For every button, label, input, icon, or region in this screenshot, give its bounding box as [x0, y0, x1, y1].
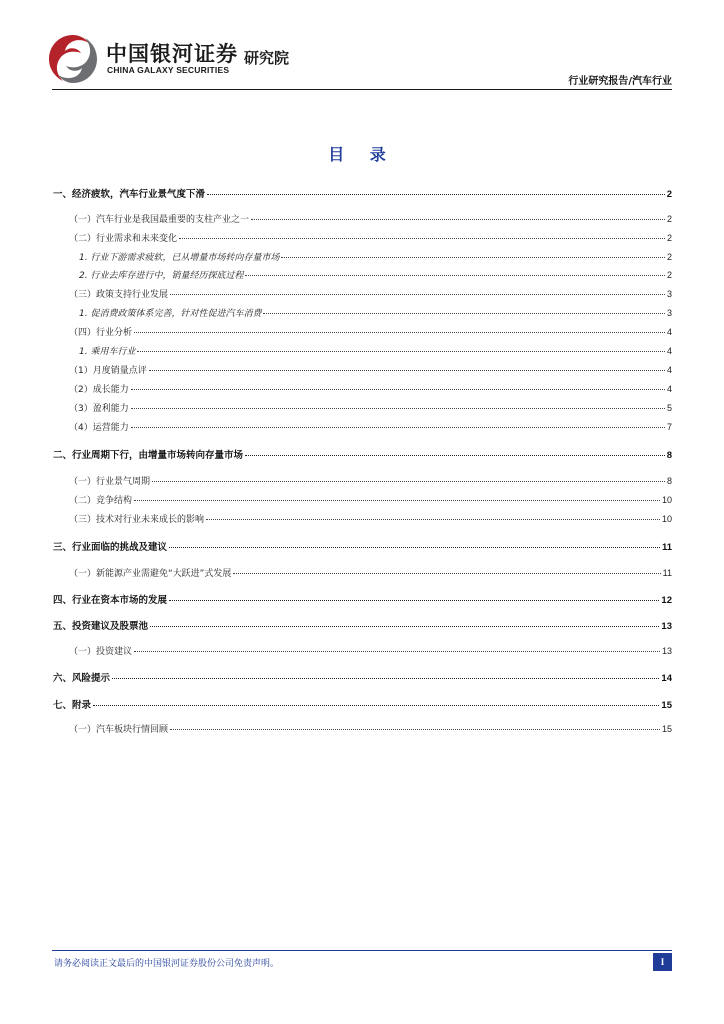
toc-entry-title: （三）政策支持行业发展 [69, 290, 169, 300]
toc-entry-title: 一、经济疲软，汽车行业景气度下滑 [53, 189, 206, 200]
toc-entry-title: 1. 促消费政策体系完善，针对性促进汽车消费 [79, 309, 262, 319]
toc-entry-section-1[interactable] [53, 186, 672, 200]
toc-entry-1-2-2[interactable] [79, 268, 672, 281]
header-divider [52, 89, 672, 90]
toc-entry-section-4[interactable] [53, 592, 672, 606]
toc-entry-title: 六、风险提示 [53, 673, 111, 684]
toc-leader-dots [131, 389, 665, 390]
toc-entry-title: （二）竞争结构 [69, 496, 133, 506]
toc-leader-dots [206, 519, 660, 520]
toc-leader-dots [150, 626, 659, 627]
toc-leader-dots [179, 238, 665, 239]
toc-page-number: 14 [661, 673, 672, 684]
toc-entry-title: （一）汽车板块行情回顾 [69, 725, 169, 735]
footer-divider [52, 950, 672, 951]
toc-leader-dots [152, 481, 665, 482]
toc-page-number: 4 [666, 346, 672, 356]
toc-entry-section-3[interactable] [53, 539, 672, 553]
toc-page-number: 4 [666, 365, 672, 375]
toc-page-number: 10 [661, 514, 672, 524]
toc-leader-dots [169, 547, 660, 548]
toc-page-number: 11 [662, 568, 672, 578]
toc-leader-dots [251, 219, 665, 220]
toc-entry-section-5[interactable] [53, 618, 672, 632]
toc-entry-title: （3）盈利能力 [69, 404, 129, 414]
toc-entry-title: 七、附录 [53, 700, 92, 711]
toc-entry-section-6[interactable] [53, 670, 672, 684]
toc-entry-1-4-1-4[interactable] [69, 420, 672, 433]
toc-page-number: 3 [666, 289, 672, 299]
toc-entry-title: （一）投资建议 [69, 647, 133, 657]
toc-entry-title: （一）行业景气周期 [69, 477, 151, 487]
toc-page-number: 15 [661, 700, 672, 711]
toc-page-number: 4 [666, 327, 672, 337]
toc-entry-title: 二、行业周期下行，由增量市场转向存量市场 [53, 450, 244, 461]
toc-leader-dots [93, 705, 659, 706]
toc-page-number: 4 [666, 384, 672, 394]
toc-title: 目 录 [328, 145, 396, 164]
toc-entry-title: 四、行业在资本市场的发展 [53, 595, 168, 606]
toc-page-number: 12 [661, 595, 672, 606]
toc-page-number: 2 [666, 270, 672, 280]
toc-entry-2-3[interactable] [69, 512, 672, 525]
toc-leader-dots [134, 332, 665, 333]
toc-entry-section-2[interactable] [53, 447, 672, 461]
logo-chinese-name: 中国银河证券 [106, 41, 238, 66]
toc-entry-title: 三、行业面临的挑战及建议 [53, 542, 168, 553]
toc-page-number: 15 [661, 724, 672, 734]
toc-entry-title: 2. 行业去库存进行中，销量经历探底过程 [79, 271, 244, 281]
toc-leader-dots [134, 651, 660, 652]
toc-entry-1-4-1-3[interactable] [69, 401, 672, 414]
toc-entry-section-7[interactable] [53, 697, 672, 711]
toc-leader-dots [281, 257, 665, 258]
toc-entry-title: （2）成长能力 [69, 385, 129, 395]
toc-entry-2-1[interactable] [69, 474, 672, 487]
toc-entry-1-4-1-2[interactable] [69, 382, 672, 395]
toc-page-number: 8 [666, 476, 672, 486]
toc-entry-1-4-1[interactable] [79, 344, 672, 357]
toc-leader-dots [112, 678, 659, 679]
toc-entry-1-3-1[interactable] [79, 306, 672, 319]
toc-page-number: 10 [661, 495, 672, 505]
toc-entry-title: 五、投资建议及股票池 [53, 621, 149, 632]
toc-entry-title: （二）行业需求和未来变化 [69, 234, 178, 244]
toc-leader-dots [137, 351, 665, 352]
toc-page-number: 7 [666, 422, 672, 432]
toc-entry-5-1[interactable] [69, 644, 672, 657]
page-header [0, 0, 724, 100]
toc-page-number: 11 [661, 542, 672, 553]
report-category: 行业研究报告/汽车行业 [568, 76, 672, 87]
toc-page-number: 3 [666, 308, 672, 318]
toc-entry-1-4-1-1[interactable] [69, 363, 672, 376]
toc-entry-1-2[interactable] [69, 231, 672, 244]
toc-page-number: 5 [666, 403, 672, 413]
toc-leader-dots [207, 194, 665, 195]
toc-leader-dots [245, 455, 665, 456]
toc-entry-title: （一）新能源产业需避免“大跃进”式发展 [69, 569, 232, 579]
toc-entry-1-3[interactable] [69, 287, 672, 300]
toc-entry-title: （四）行业分析 [69, 328, 133, 338]
toc-entry-title: （1）月度销量点评 [69, 366, 147, 376]
toc-entry-2-2[interactable] [69, 493, 672, 506]
logo-department: 研究院 [244, 49, 290, 67]
toc-entry-7-1[interactable] [69, 722, 672, 735]
toc-entry-title: （一）汽车行业是我国最重要的支柱产业之一 [69, 215, 250, 225]
toc-page-number: 2 [666, 233, 672, 243]
toc-leader-dots [131, 427, 665, 428]
toc-page-number: 13 [661, 621, 672, 632]
toc-leader-dots [245, 275, 665, 276]
toc-leader-dots [170, 729, 660, 730]
toc-page-number: 2 [666, 189, 672, 200]
toc-entry-title: 1. 乘用车行业 [79, 347, 136, 357]
toc-leader-dots [169, 600, 659, 601]
toc-entry-1-1[interactable] [69, 212, 672, 225]
toc-entry-1-2-1[interactable] [79, 250, 672, 263]
toc-entry-title: （三）技术对行业未来成长的影响 [69, 515, 205, 525]
toc-leader-dots [134, 500, 660, 501]
toc-page-number: 2 [666, 252, 672, 262]
toc-entry-1-4[interactable] [69, 325, 672, 338]
toc-leader-dots [131, 408, 665, 409]
galaxy-logo-icon [47, 33, 99, 85]
footer-disclaimer: 请务必阅读正文最后的中国银河证券股份公司免责声明。 [54, 959, 280, 969]
page-number: I [653, 953, 672, 971]
toc-entry-3-1[interactable] [69, 566, 672, 579]
toc-leader-dots [170, 294, 665, 295]
toc-leader-dots [149, 370, 665, 371]
toc-entry-title: （4）运营能力 [69, 423, 129, 433]
toc-leader-dots [233, 573, 660, 574]
toc-leader-dots [263, 313, 665, 314]
toc-page-number: 8 [666, 450, 672, 461]
toc-entry-title: 1. 行业下游需求疲软，已从增量市场转向存量市场 [79, 253, 280, 263]
toc-page-number: 13 [661, 646, 672, 656]
logo-english-name: CHINA GALAXY SECURITIES [107, 65, 230, 75]
toc-page-number: 2 [666, 214, 672, 224]
